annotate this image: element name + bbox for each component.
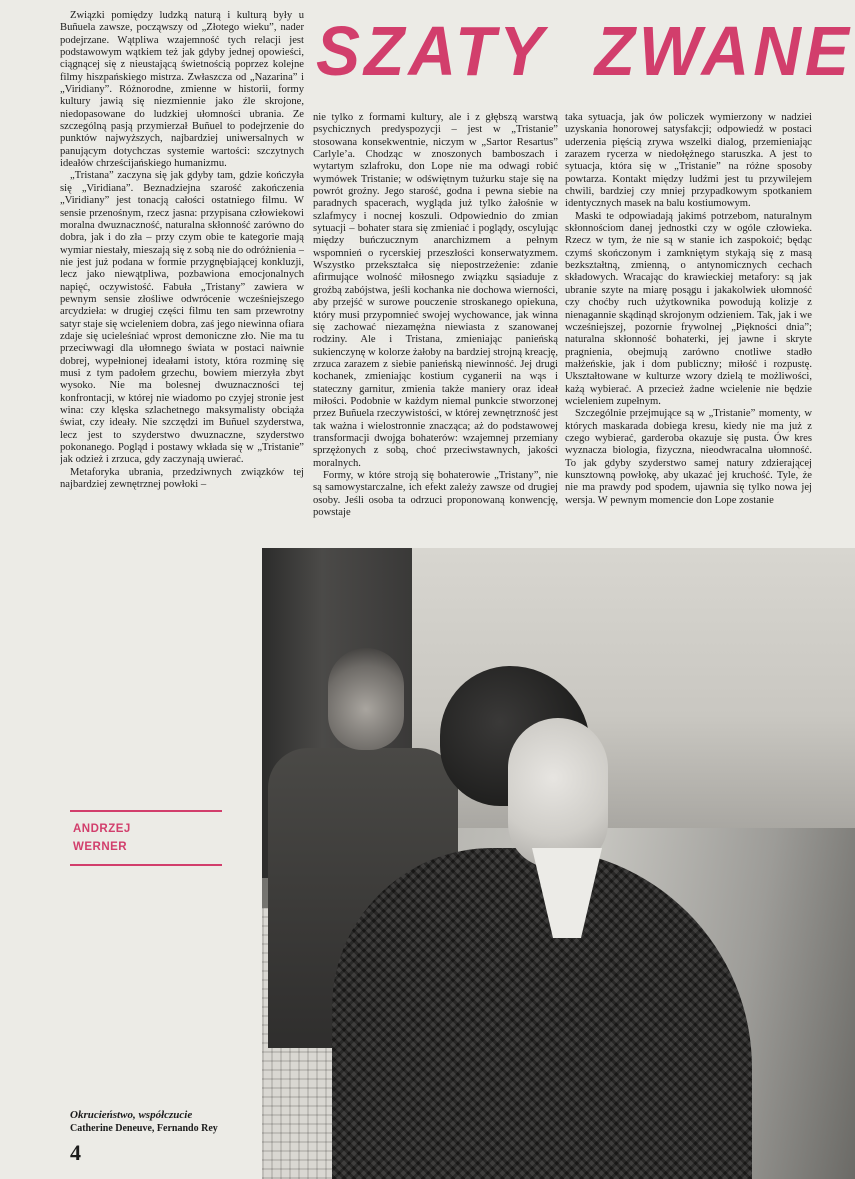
page-number: 4 — [70, 1140, 81, 1165]
byline-rule-top — [70, 810, 222, 812]
paragraph: Formy, w które stroją się bohaterowie „Tristany”, nie są samowystarczalne, ich efekt zależy zawsze od drugiej osoby. Jeśli osoba ta odrzuci proponowaną konwencję, powstaje — [313, 469, 558, 518]
photo-boy-head — [328, 648, 404, 750]
photo-caption-title: Okrucieństwo, współczucie — [70, 1109, 193, 1121]
article-column-2 — [313, 112, 558, 542]
byline-rule-bottom — [70, 864, 222, 866]
paragraph: Związki pomiędzy ludzką naturą i kulturą były u Buñuela zawsze, począwszy od „Złotego wieku”, nader podejrzane. Wątpliwa wzajemność tych relacji jest podstawowym wątkiem też jak gdyby jednej opowieści, ciągnącej się z nieustającą świetnością poprzez kolejne filmy hiszpańskiego mistrza. Zwłaszcza od „Nazarina” i „Viridiany”. Różnorodne, zmienne w historii, formy kultury jawią się niezmiennie jako źle skrojone, niedopasowane do ludzkiej ułomności ubrania. Ze szczególną pasją przymierzał Buñuel to podejrzenie do punktów najwyższych, najbardziej uniwersalnych w panującym dotychczas systemie wartości: szczytnych ideałów chrześcijańskiego humanizmu. — [60, 10, 304, 170]
paragraph: Maski te odpowiadają jakimś potrzebom, naturalnym skłonnościom danej jednostki czy w ogóle człowieka. Rzecz w tym, że nie są w stanie ich zaspokoić; będąc czymś skończonym i zamkniętym stykają się z masą bezkształtną, zmienną, o antynomicznych cechach składowych. Wracając do krawieckiej metafory: są jak ubranie szyte na miarę posągu i jakakolwiek ułomność czy choćby ruch użytkownika powodują kolizje z nienagannie skądinąd skrojonym odzieniem. Tak, jak i we wcześniejszej, pozornie frywolnej „Piękności dnia”; naturalna skłonność bohaterki, jej jawne i skryte pragnienia, obejmują zarówno cnotliwe stadło małżeńskie, jak i dom publiczny; miłość i rozpustę. Ukształtowane w kulturze wzory dzielą te możliwości, każą wybierać. A przecież żadne wcielenie nie będzie wcieleniem zupełnym. — [565, 210, 812, 407]
film-still-photo — [262, 548, 855, 1179]
paragraph: nie tylko z formami kultury, ale i z głębszą warstwą psychicznych predyspozycji – jest w „Tristanie” stosowana konsekwentnie, niczym w „Sartor Resartus” Carlyle’a. Chodząc w znoszonych bamboszach i wytartym szlafroku, don Lope nie ma odwagi robić wymówek Tristanie; w odświętnym tużurku staje się na powrót groźny. Jego starość, godna i pewna siebie na paradnych spacerach, wygląda już tylko żałośnie w szlafmycy i nocnej koszuli. Odpowiednio do zmian sytuacji – bohater stara się zmieniać i poglądy, oscylując między buńczucznym anarchizmem a pełnym wspomnień o rycerskiej przeszłości konserwatyzmem. Wszystko przekształca się niepostrzeżenie: zdanie afirmujące wolność miłosnego związku sąsiaduje z groźbą zabójstwa, jeśli kochanka nie dochowa wierności, aby przejść w surowe pouczenie stroskanego opiekuna, który musi przypomnieć swojej wychowance, jak winna się zachować niezamężna niewiasta z szanowanej rodziny. Ale i Tristana, zmieniając panieńską sukienczynę w kolorze żałoby na bardziej strojną kreację, zrzuca zarazem z siebie panieńską niewinność. Jej drugi kochanek, zmieniając kostium cyganerii na wąs i stateczny garnitur, zmienia także maniery oraz ideał miłości. Podobnie w każdym niemal punkcie stworzonej przez Buñuela rzeczywistości, w której zewnętrzność jest tak ważna i wielostronnie znacząca; aż do podstawowej transformacji dwojga bohaterów: wzajemnej przemiany sprzężonych z sobą, choć przeciwstawnych, jakości moralnych. — [313, 112, 558, 469]
photo-woman-shawl — [332, 848, 752, 1179]
paragraph: „Tristana” zaczyna się jak gdyby tam, gdzie kończyła się „Viridiana”. Beznadziejna szarość zakończenia „Viridiany” jest tonacją całości ostatniego filmu. W sensie przenośnym, rzecz jasna: przypisana człowiekowi moralna dwuznaczność, naturalna skłonność zarówno do dobra, jak i do zła – przy czym obie te kategorie mają wymiar niestały, mieszają się z sobą nie do odróżnienia – nie jest już podana w formie przygnębiającej konkluzji, lecz jako niewątpliwa, pozbawiona emocjonalnych napięć, oczywistość. Fabuła „Tristany” zawiera w pewnym sensie złośliwe odwrócenie wcześniejszego arcydzieła: w drugiej części filmu ten sam przewrotny satyr staje się wcieleniem dobra, zaś jego niewinna ofiara zdaje się ucieleśniać wprost demoniczne zło. Nie ma tu przeciwwagi dla ułomnego świata w postaci naiwnie dobrej, wypełnionej ideałami istoty, która rozminę się musi z tym padołem grzechu, bowiem mierzyła zbyt wysoko. Nie ma bolesnej dwuznaczności tej konfrontacji, w której nie wiadomo po czyjej stronie jest wina: czy klęska szlachetnego maksymalisty obciąża świat, czy ideały. Nie szczędzi im Buñuel szyderstwa, lecz jest to szyderstwo dwuznaczne, szyderstwo pokonanego. Pogląd i postawy wkłada się w „Tristanie” jak odzież i zrzuca, gdy zaczynają uwierać. — [60, 170, 304, 466]
article-column-1 — [60, 10, 304, 540]
author-last-name: WERNER — [73, 841, 128, 853]
photo-woman-face — [508, 718, 608, 868]
paragraph: Szczególnie przejmujące są w „Tristanie” momenty, w których maskarada dobiega kresu, kiedy nie ma już z czego wybierać, garderoba okazuje się pusta. Ów kres wyznacza biologia, fizyczna, nieodwracalna ułomność. To jak gdyby szyderstwo samej natury zdzierającej kunsztowną powłokę, aby ukazać jej kruchość. Tyle, że nie ma prawdy pod spodem, ujawnia się tylko nowa jej wersja. W pewnym momencie don Lope zostanie — [565, 408, 812, 506]
paragraph: Metaforyka ubrania, przedziwnych związków tej najbardziej zewnętrznej powłoki – — [60, 466, 304, 491]
paragraph: taka sytuacja, jak ów policzek wymierzony w nadziei uzyskania honorowej satysfakcji; odpowiedź w postaci uderzenia pięścią zrywa wszelki dialog, przemieniając zarazem rycerza w niedołężnego staruszka. A jest to sytuacja, która się w „Tristanie” na różne sposoby powtarza. Kontakt między ludźmi jest tu przywilejem chwili, bardziej czy mniej przypadkowym spotkaniem identycznych masek na balu kostiumowym. — [565, 112, 812, 210]
photo-caption-names: Catherine Deneuve, Fernando Rey — [70, 1123, 218, 1134]
byline — [73, 820, 223, 856]
author-first-name: ANDRZEJ — [73, 823, 131, 835]
article-title: SZATY ZWANE — [316, 12, 853, 90]
article-column-3 — [565, 112, 812, 542]
